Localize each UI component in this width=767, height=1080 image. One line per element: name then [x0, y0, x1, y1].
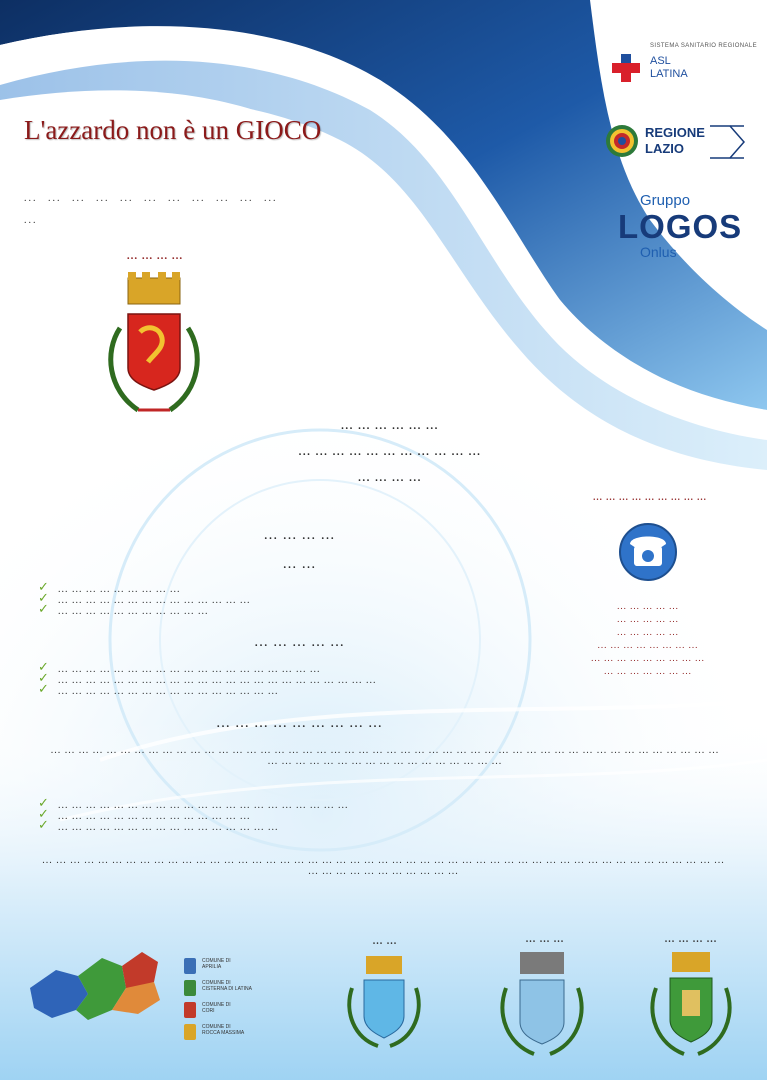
map-legend-item: COMUNE DI APRILIA [184, 958, 264, 980]
helpline-detail-line: ... ... ... ... ... [617, 627, 679, 637]
municipality-caption: ... ... ... ... [126, 250, 184, 262]
check-icon: ✓ [38, 602, 50, 617]
check-icon: ✓ [38, 580, 50, 595]
region-x-mark-icon [710, 122, 746, 162]
list-item: ✓ ... ... ... ... ... ... ... ... ... ... ... ... ... ... [38, 591, 251, 606]
section2-list [36, 660, 556, 697]
logos-onlus-text: Onlus [640, 244, 677, 260]
helpline-detail-line: ... ... ... ... ... [617, 601, 679, 611]
city-coat-of-arms-icon [98, 272, 210, 424]
helpline-detail-line: ... ... ... ... ... ... ... ... [597, 640, 699, 650]
check-icon: ✓ [38, 807, 50, 822]
section3-title: ... ... ... ... ... ... ... ... ... [216, 718, 384, 730]
district-map-icon [26, 948, 166, 1040]
coat-of-arms-icon [184, 1024, 196, 1040]
check-icon: ✓ [38, 682, 50, 697]
list-item: ✓ ... ... ... ... ... ... ... ... ... ... ... ... ... ... ... ... ... ... ... ... ... [38, 796, 349, 811]
list-item: ✓ ... ... ... ... ... ... ... ... ... ... ... ... ... ... [38, 807, 251, 822]
page-subtitle: ... ... ... ... ... ... ... ... ... ... ... ... [24, 193, 278, 226]
coat-of-arms-icon [184, 958, 196, 974]
section1-title: ... ... [283, 559, 317, 571]
list-item: ✓ ... ... ... ... ... ... ... ... ... ... ... ... ... ... ... ... [38, 682, 279, 697]
event-line-1: ... ... ... ... ... ... [341, 420, 439, 432]
town-crest-2-icon [496, 950, 588, 1060]
map-legend-item: COMUNE DI CORI [184, 1002, 264, 1024]
town-crest-3-icon [646, 950, 736, 1060]
town-caption-2: ... ... ... [525, 934, 565, 945]
list-item: ✓ ... ... ... ... ... ... ... ... ... ... ... ... ... ... ... ... [38, 818, 279, 833]
town-caption-1: ... ... [372, 936, 398, 947]
helpline-detail-line: ... ... ... ... ... ... ... [604, 666, 692, 676]
program-closing: ... ... ... ... ... ... ... ... ... ... ... ... ... ... ... ... ... ... ... ... ... ... ... ... ... ... ... ... ... ... ... ... ... ... ... ... ... ... ... ... ... ... ... ... ... ... ... ... ... ... ... ... ... ... ... ... ... ... ... ... [42, 855, 725, 877]
asl-cross-icon [610, 52, 642, 84]
helpline-detail-line: ... ... ... ... ... ... ... ... ... [591, 653, 705, 663]
asl-system-label: SISTEMA SANITARIO REGIONALE [650, 43, 758, 49]
list-item: ✓ ... ... ... ... ... ... ... ... ... ... ... ... ... ... ... ... ... ... ... ... ... ... ... [38, 671, 377, 686]
region-name: REGIONE LAZIO [645, 125, 705, 156]
coat-of-arms-icon [184, 980, 196, 996]
section2-title: ... ... ... ... ... [254, 637, 346, 649]
event-line-3: ... ... ... ... [358, 472, 422, 484]
program-heading: ... ... ... ... [264, 530, 336, 542]
program-paragraph: ... ... ... ... ... ... ... ... ... ... ... ... ... ... ... ... ... ... ... ... ... ... ... ... ... ... ... ... ... ... ... ... ... ... ... ... ... ... ... ... ... ... ... ... ... ... ... ... ... ... ... ... ... ... ... ... ... ... ... ... ... ... ... ... ... [50, 745, 720, 767]
list-item: ✓ ... ... ... ... ... ... ... ... ... [38, 580, 181, 595]
helpline-detail-line: ... ... ... ... ... [617, 614, 679, 624]
event-line-2: ... ... ... ... ... ... ... ... ... ... ... [298, 446, 482, 458]
lazio-emblem-icon [604, 123, 640, 159]
logos-gruppo-text: Gruppo [640, 192, 691, 209]
section3-list [36, 796, 536, 833]
helpline-caption: ... ... ... ... ... ... ... ... ... [593, 492, 707, 502]
map-legend [184, 958, 264, 1046]
check-icon: ✓ [38, 660, 50, 675]
page-title: L'azzardo non è un GIOCO [24, 115, 322, 145]
check-icon: ✓ [38, 591, 50, 606]
logos-main-text: LOGOS [618, 208, 743, 245]
map-legend-item: COMUNE DI ROCCA MASSIMA [184, 1024, 264, 1046]
list-item: ✓ ... ... ... ... ... ... ... ... ... ... ... ... ... ... ... ... ... ... ... [38, 660, 321, 675]
check-icon: ✓ [38, 818, 50, 833]
town-caption-3: ... ... ... ... [664, 934, 718, 945]
section1-list [36, 580, 536, 617]
list-item: ✓ ... ... ... ... ... ... ... ... ... ... ... [38, 602, 209, 617]
check-icon: ✓ [38, 671, 50, 686]
asl-name: ASL LATINA [650, 55, 688, 80]
map-legend-item: COMUNE DI CISTERNA DI LATINA [184, 980, 264, 1002]
coat-of-arms-icon [184, 1002, 196, 1018]
town-crest-1-icon [344, 952, 424, 1052]
helpline-details [568, 600, 728, 678]
telephone-icon [618, 522, 678, 582]
check-icon: ✓ [38, 796, 50, 811]
